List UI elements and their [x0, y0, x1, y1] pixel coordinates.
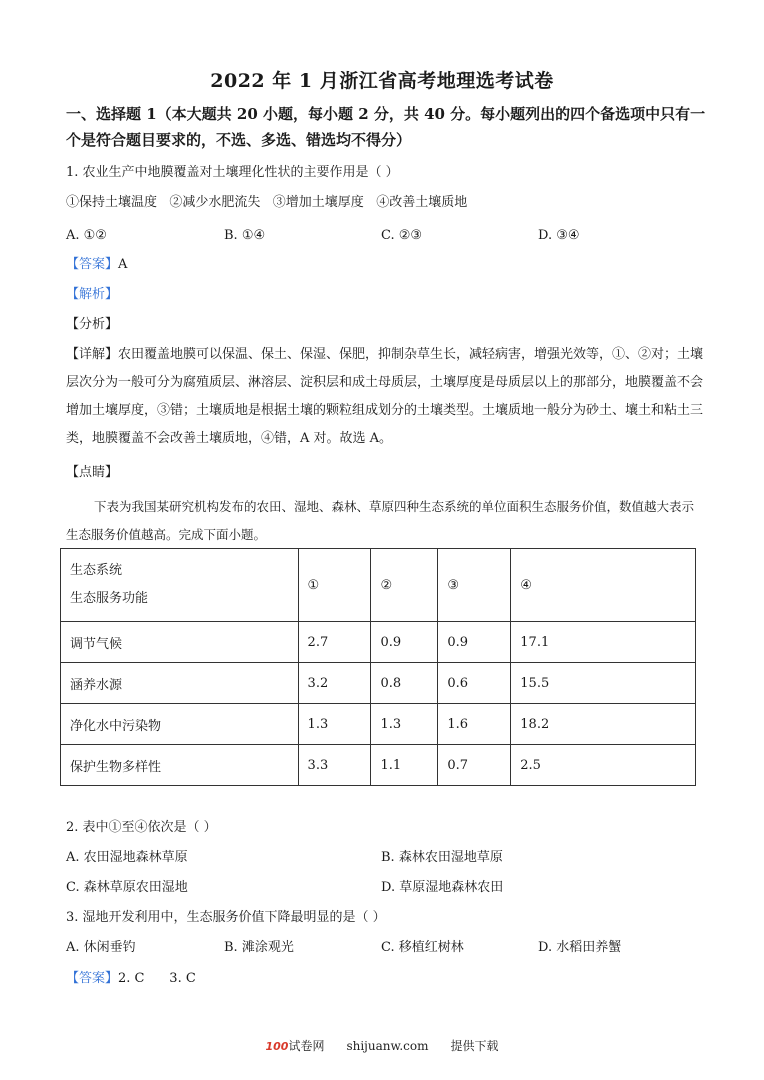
section-heading-line2: 个是符合题目要求的，不选、多选、错选均不得分） — [66, 131, 412, 149]
table-cell: 1.6 — [438, 704, 511, 745]
col-header-1: ① — [298, 549, 371, 622]
table-cell: 0.8 — [371, 663, 438, 704]
answer-value: 2. C 3. C — [118, 971, 196, 986]
q2-option-b: B. 森林农田湿地草原 — [381, 850, 503, 865]
answer-value: A — [118, 257, 128, 272]
site-name: 试卷网 — [288, 1039, 325, 1053]
q1-option-c: C. ②③ — [381, 228, 423, 243]
table-row — [61, 663, 696, 704]
table-cell: 18.2 — [511, 704, 696, 745]
section-heading — [66, 101, 706, 153]
section-heading-line1: 一、选择题 1（本大题共 20 小题，每小题 2 分，共 40 分。每小题列出的四个备选项中只有一 — [66, 105, 706, 123]
analysis-tag: 【解析】 — [66, 287, 119, 302]
table-cell: 0.9 — [438, 622, 511, 663]
table-cell: 3.3 — [298, 745, 371, 786]
q2-option-c: C. 森林草原农田湿地 — [66, 880, 188, 895]
q3-option-a: A. 休闲垂钓 — [66, 940, 136, 955]
table-row — [61, 622, 696, 663]
table-cell: 2.5 — [511, 745, 696, 786]
table-row — [61, 704, 696, 745]
table-row — [61, 745, 696, 786]
fenxi-tag: 【分析】 — [66, 317, 119, 332]
col-header-2: ② — [371, 549, 438, 622]
row-label: 保护生物多样性 — [61, 745, 299, 786]
q2-option-d: D. 草原湿地森林农田 — [381, 880, 504, 895]
dianjing-tag: 【点睛】 — [66, 465, 119, 480]
q1-option-a: A. ①② — [66, 228, 107, 243]
header-ecosystem: 生态系统 — [70, 563, 123, 578]
detail-tag: 【详解】 — [66, 347, 119, 362]
q3-option-b: B. 滩涂观光 — [224, 940, 294, 955]
table-cell: 1.1 — [371, 745, 438, 786]
page-footer — [0, 1037, 764, 1054]
col-header-4: ④ — [511, 549, 696, 622]
row-label: 调节气候 — [61, 622, 299, 663]
row-label: 涵养水源 — [61, 663, 299, 704]
answer-tag: 【答案】 — [66, 971, 119, 986]
detail-text: 农田覆盖地膜可以保温、保土、保湿、保肥，抑制杂草生长，减轻病害，增强光效等，①、②对；土壤层次分为一般可分为腐殖质层、淋溶层、淀积层和成土母质层，土壤厚度是母质层以上的那部分，地膜覆盖不会增加土壤厚度，③错；土壤质地是根据土壤的颗粒组成划分的土壤类型。土壤质地一般分为砂土、壤土和粘土三类，地膜覆盖不会改善土壤质地，④错，A 对。故选 A。 — [66, 347, 704, 446]
answer-tag: 【答案】 — [66, 257, 119, 272]
table-cell: 0.6 — [438, 663, 511, 704]
q1-detail — [66, 341, 706, 453]
page-title: 2022 年 1 月浙江省高考地理选考试卷 — [210, 70, 554, 92]
table-cell: 17.1 — [511, 622, 696, 663]
ecosystem-service-table — [60, 548, 696, 786]
q3-option-d: D. 水稻田养蟹 — [538, 940, 622, 955]
table-cell: 3.2 — [298, 663, 371, 704]
table-intro: 下表为我国某研究机构发布的农田、湿地、森林、草原四种生态系统的单位面积生态服务价值，数值越大表示生态服务价值越高。完成下面小题。 — [66, 499, 695, 542]
q1-items: ①保持土壤温度 ②减少水肥流失 ③增加土壤厚度 ④改善土壤质地 — [66, 195, 468, 210]
q3-stem: 3. 湿地开发利用中，生态服务价值下降最明显的是（ ） — [66, 910, 386, 925]
table-cell: 15.5 — [511, 663, 696, 704]
col-header-3: ③ — [438, 549, 511, 622]
table-cell: 1.3 — [298, 704, 371, 745]
row-label: 净化水中污染物 — [61, 704, 299, 745]
table-cell: 0.7 — [438, 745, 511, 786]
site-logo: 100 — [265, 1040, 289, 1053]
q1-option-d: D. ③④ — [538, 228, 580, 243]
table-cell: 0.9 — [371, 622, 438, 663]
table-header-cell — [61, 549, 299, 622]
q2-option-a: A. 农田湿地森林草原 — [66, 850, 188, 865]
q1-answer — [66, 255, 127, 275]
q1-option-b: B. ①④ — [224, 228, 266, 243]
header-service-function: 生态服务功能 — [70, 591, 149, 606]
q3-answer — [66, 969, 196, 989]
site-domain: shijuanw.com — [346, 1039, 429, 1053]
table-cell: 2.7 — [298, 622, 371, 663]
table-cell: 1.3 — [371, 704, 438, 745]
table-header-row — [61, 549, 696, 622]
q3-option-c: C. 移植红树林 — [381, 940, 464, 955]
q1-stem: 1. 农业生产中地膜覆盖对土壤理化性状的主要作用是（ ） — [66, 165, 399, 180]
download-label: 提供下载 — [450, 1039, 499, 1053]
q2-stem: 2. 表中①至④依次是（ ） — [66, 820, 217, 835]
